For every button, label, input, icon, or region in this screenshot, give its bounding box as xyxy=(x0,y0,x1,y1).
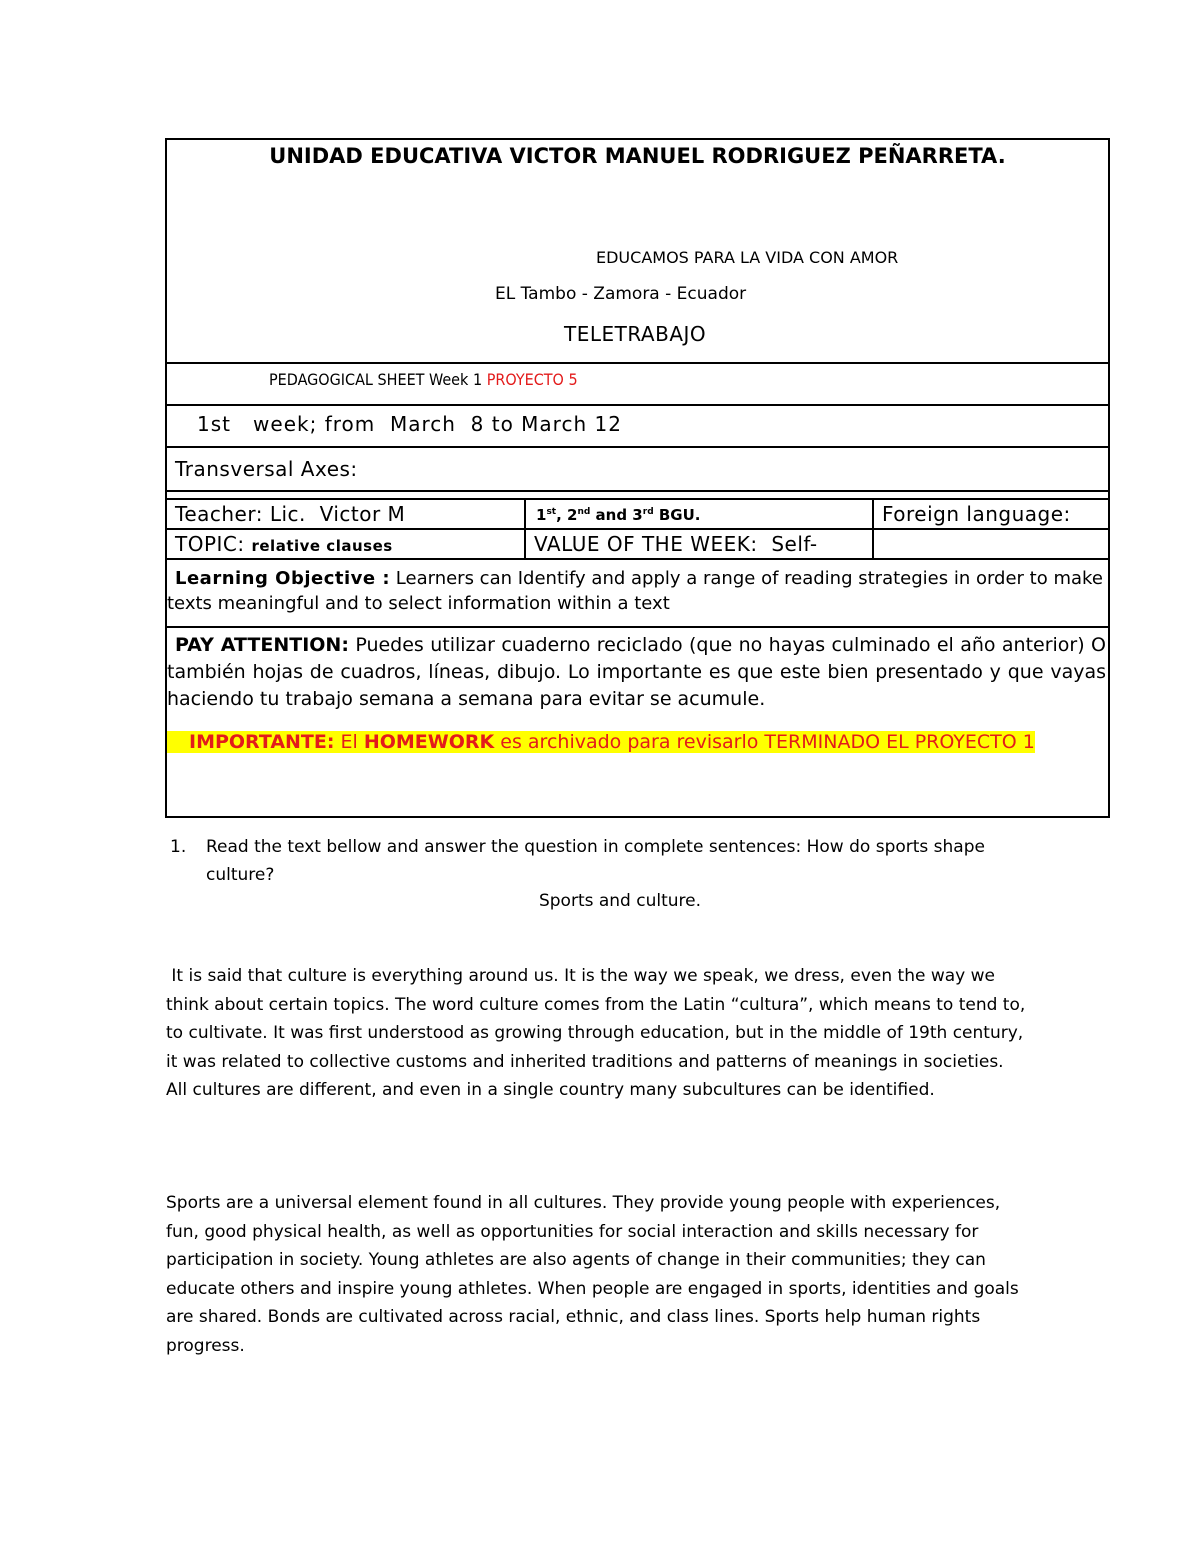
topic: TOPIC: relative clauses xyxy=(175,532,393,556)
axes-row xyxy=(167,448,1108,492)
pedagogical-sheet-table xyxy=(165,138,1110,818)
project-label: PROYECTO 5 xyxy=(486,370,578,389)
pedagogical-label xyxy=(269,370,578,389)
school-header xyxy=(167,140,1108,364)
reading-title: Sports and culture. xyxy=(538,891,702,911)
pedagogical-row xyxy=(167,364,1108,406)
school-motto: EDUCAMOS PARA LA VIDA CON AMOR xyxy=(596,248,899,267)
question-number: 1. xyxy=(170,837,187,857)
reading-paragraph-1: It is said that culture is everything around us. It is the way we speak, we dress, even the way we think about certain topics. The word culture comes from the Latin “cultura”, which means to tend to, to cultivate. It was first understood as growing through education, but in the middle of 19th century, it was related to collective customs and inherited traditions and patterns of meanings in societies. All cultures are different, and even in a single country many subcultures can be identified. xyxy=(166,966,1031,1100)
reading-paragraph-2: Sports are a universal element found in all cultures. They provide young people with experiences, fun, good physical health, as well as opportunities for social interaction and skills necessary for participation in society. Young athletes are also agents of change in their communities; they can educate others and inspire young athletes. When people are engaged in sports, identities and goals are shared. Bonds are cultivated across racial, ethnic, and class lines. Sports help human rights progress. xyxy=(166,1193,1019,1356)
value-of-week: VALUE OF THE WEEK: Self- xyxy=(534,532,818,556)
pay-attention: PAY ATTENTION: Puedes utilizar cuaderno reciclado (que no hayas culminado el año anterior) O también hojas de cuadros, líneas, dibujo. Lo importante es que este bien presentado y que vayas haciendo tu trabajo semana a semana para evitar se acumule. xyxy=(167,634,1106,710)
work-mode: TELETRABAJO xyxy=(564,322,707,346)
important-note: IMPORTANTE: El HOMEWORK es archivado para revisarlo TERMINADO EL PROYECTO 1 xyxy=(167,728,1106,756)
teacher-name: Teacher: Lic. Victor M xyxy=(175,502,406,526)
teacher-cell xyxy=(167,500,526,528)
subject-cell xyxy=(874,500,1108,528)
school-name: UNIDAD EDUCATIVA VICTOR MANUEL RODRIGUEZ PEÑARRETA. xyxy=(269,144,1006,168)
spacer-row xyxy=(167,492,1108,500)
attention-row xyxy=(167,628,1108,816)
week-row xyxy=(167,406,1108,448)
grade-cell xyxy=(526,500,874,528)
week-range: 1st week; from March 8 to March 12 xyxy=(197,412,622,436)
value-cell xyxy=(526,530,874,558)
question-text: Read the text bellow and answer the question in complete sentences: How do sports shape culture? xyxy=(206,837,985,885)
topic-cell xyxy=(167,530,526,558)
grade-levels: 1st, 2nd and 3rd BGU. xyxy=(536,506,701,524)
topic-row xyxy=(167,530,1108,560)
empty-cell xyxy=(874,530,1108,558)
question-1 xyxy=(170,833,1030,889)
subject-label: Foreign language: xyxy=(882,502,1071,526)
learning-objective: Learning Objective : Learners can Identify and apply a range of reading strategies in order to make texts meaningful and to select information within a text xyxy=(167,568,1103,614)
school-location: EL Tambo - Zamora - Ecuador xyxy=(495,284,747,304)
objective-row xyxy=(167,560,1108,628)
teacher-row xyxy=(167,500,1108,530)
sheet-week-label: PEDAGOGICAL SHEET Week 1 xyxy=(269,370,483,389)
transversal-axes: Transversal Axes: xyxy=(175,457,358,481)
